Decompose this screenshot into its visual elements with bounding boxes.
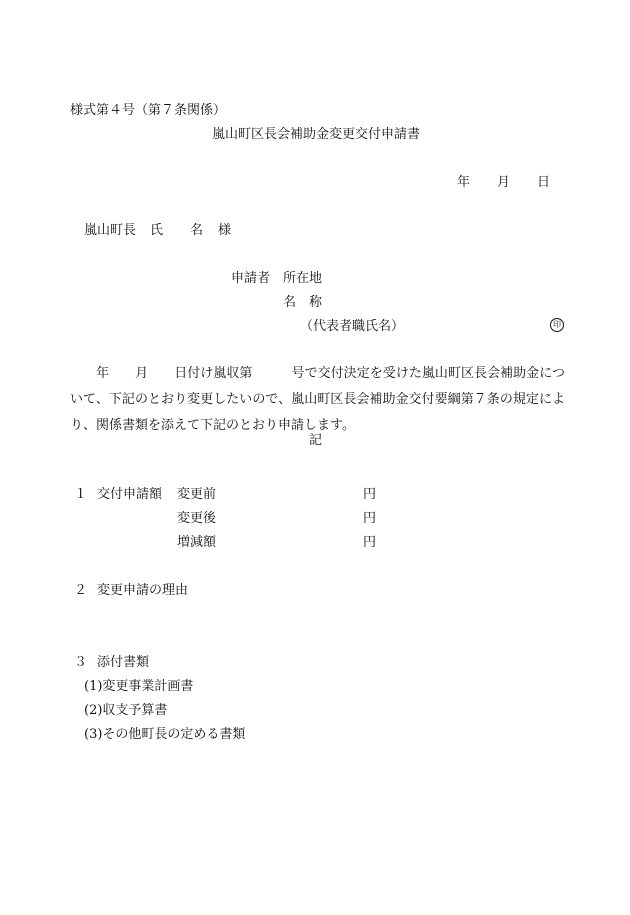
amount-before-label: 変更前 [177,487,217,502]
section3-number: ３ [74,655,88,670]
date-month: 月 [497,175,511,190]
section1-number: １ [74,487,88,502]
addressee-mayor: 嵐山町長 [84,223,137,238]
form-number: 様式第４号（第７条関係） [70,103,227,118]
addressee-honorific: 様 [218,223,232,238]
amount-diff-label: 増減額 [177,535,217,550]
applicant-label: 申請者 [231,271,271,286]
document-title: 嵐山町区長会補助金変更交付申請書 [212,127,421,142]
seal-mark: 印 [550,318,564,332]
amount-after-label: 変更後 [177,511,217,526]
body-paragraph: 年 月 日付け嵐収第 号で交付決定を受けた嵐山町区長会補助金について、下記のとおり変更したいので、嵐山町区長会補助金交付要綱第７条の規定により、関係書類を添えて下記のとおり申請します。 [70,366,565,433]
representative-label: （代表者職氏名） [300,319,405,334]
name-label-a: 名 [283,295,297,310]
amount-after-unit: 円 [363,511,377,526]
section2-label: 変更申請の理由 [97,583,189,598]
section3-label: 添付書類 [97,655,150,670]
attachment-item: (1)変更事業計画書 [84,679,194,694]
addressee-name-a: 氏 [150,223,164,238]
section2-number: ２ [74,583,88,598]
amount-before-unit: 円 [363,487,377,502]
ki-heading: 記 [309,433,323,448]
address-label: 所在地 [283,271,323,286]
section1-label: 交付申請額 [97,487,163,502]
attachment-item: (2)収支予算書 [84,703,168,718]
date-year: 年 [457,175,471,190]
attachment-item: (3)その他町長の定める書類 [84,727,246,742]
amount-diff-unit: 円 [363,535,377,550]
name-label-b: 称 [309,295,323,310]
date-day: 日 [537,175,551,190]
addressee-name-b: 名 [190,223,204,238]
